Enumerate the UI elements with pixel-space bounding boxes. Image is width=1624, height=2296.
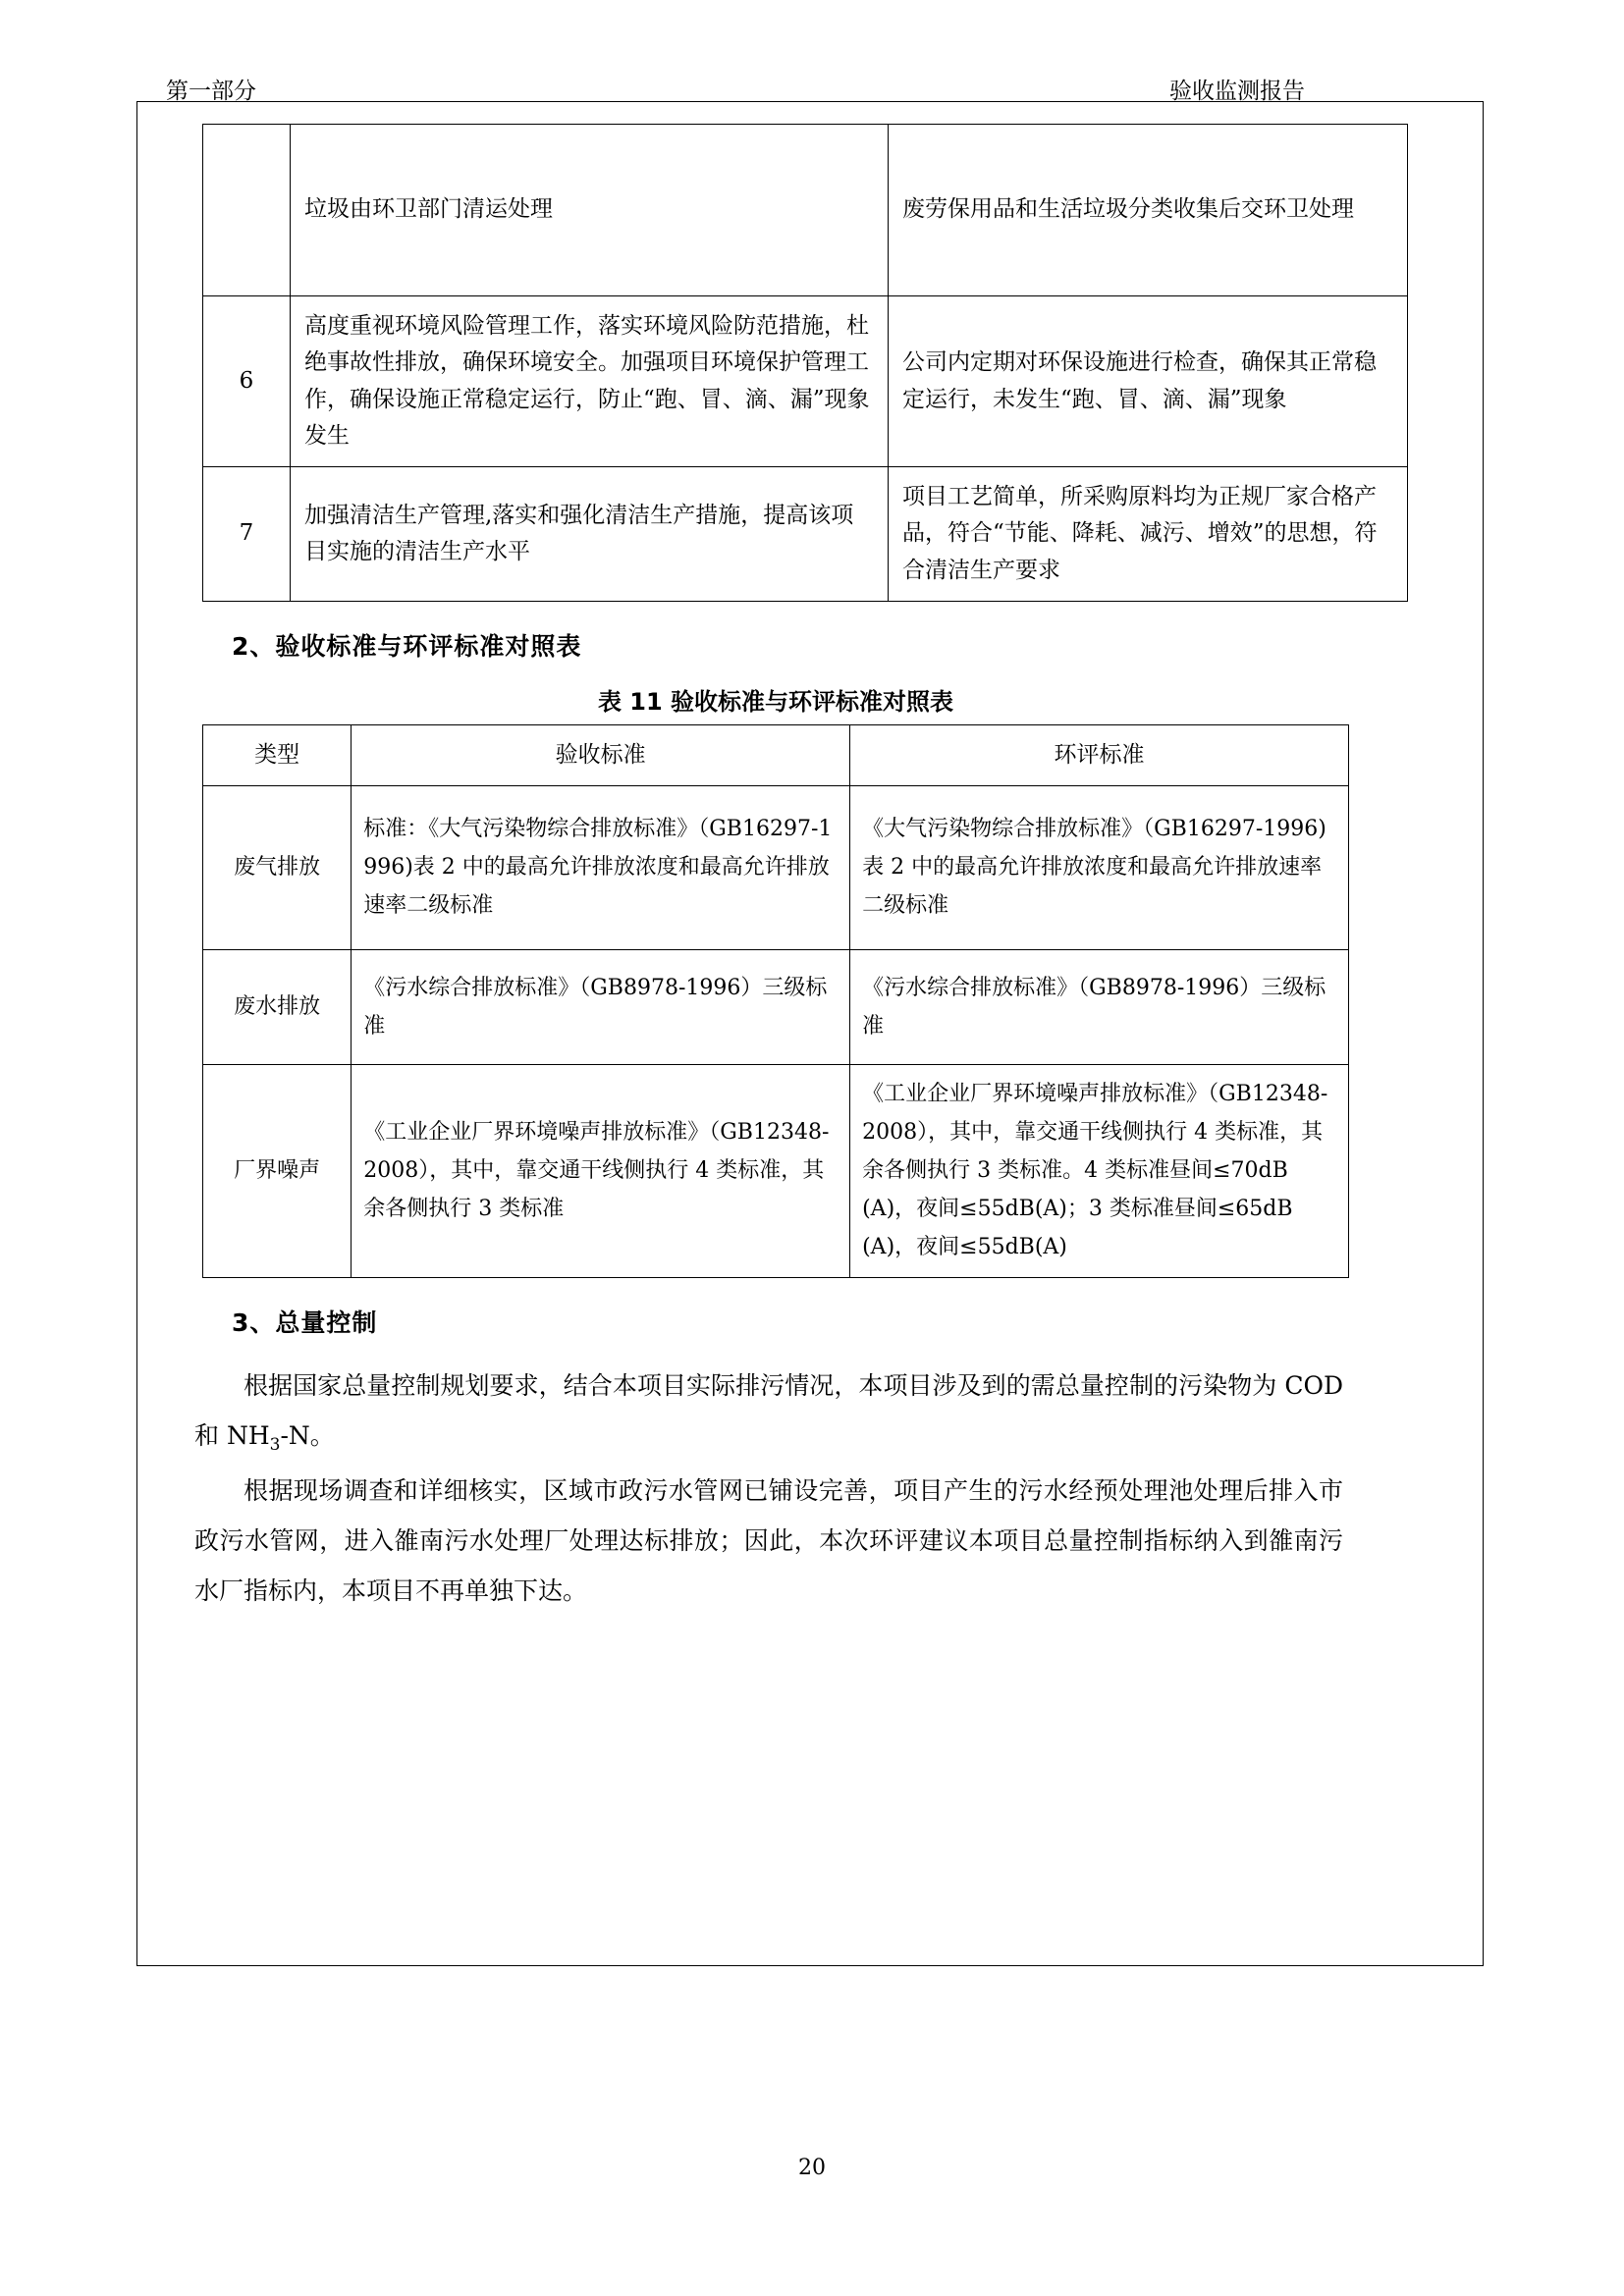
table-row	[203, 467, 1408, 602]
measure-description: 垃圾由环卫部门清运处理	[291, 125, 889, 296]
column-header-eia: 环评标准	[850, 724, 1349, 785]
measure-row-number: 7	[203, 467, 291, 602]
acceptance-standard: 《污水综合排放标准》（GB8978-1996）三级标准	[352, 949, 850, 1064]
acceptance-standard: 《工业企业厂界环境噪声排放标准》（GB12348-2008），其中，靠交通干线侧执行 4 类标准，其余各侧执行 3 类标准	[352, 1064, 850, 1277]
header-report-title: 验收监测报告	[1169, 78, 1305, 104]
standards-comparison-table	[202, 724, 1349, 1278]
page-content	[167, 124, 1378, 1616]
paragraph-1-text-post: -N。	[280, 1420, 335, 1450]
eia-standard: 《污水综合排放标准》（GB8978-1996）三级标准	[850, 949, 1349, 1064]
running-header	[136, 65, 1484, 104]
section-3-heading: 3、总量控制	[232, 1308, 378, 1337]
measures-table	[202, 124, 1408, 602]
table-row	[203, 1064, 1349, 1277]
page-number: 20	[798, 2156, 826, 2180]
section-3-paragraph-2: 根据现场调查和详细核实，区域市政污水管网已铺设完善，项目产生的污水经预处理池处理后排入市政污水管网，进入雒南污水处理厂处理达标排放；因此，本次环评建议本项目总量控制指标纳入到雒南污水厂指标内，本项目不再单独下达。	[194, 1476, 1343, 1606]
table-11-caption: 表 11 验收标准与环评标准对照表	[597, 687, 954, 716]
table-row	[203, 785, 1349, 949]
eia-standard: 《工业企业厂界环境噪声排放标准》（GB12348-2008），其中，靠交通干线侧执行 4 类标准，其余各侧执行 3 类标准。4 类标准昼间≤70dB(A)，夜间≤55dB(A)；3 类标准昼间≤65dB(A)，夜间≤55dB(A)	[850, 1064, 1349, 1277]
measure-status: 公司内定期对环保设施进行检查，确保其正常稳定运行，未发生“跑、冒、滴、漏”现象	[889, 296, 1408, 467]
table-row	[203, 296, 1408, 467]
paragraph-1-text-pre: 根据国家总量控制规划要求，结合本项目实际排污情况，本项目涉及到的需总量控制的污染物为 COD 和 NH	[194, 1370, 1343, 1450]
paragraph-1-subscript: 3	[269, 1434, 281, 1455]
section-2-heading: 2、验收标准与环评标准对照表	[232, 631, 582, 661]
measure-description: 高度重视环境风险管理工作，落实环境风险防范措施，杜绝事故性排放，确保环境安全。加强项目环境保护管理工作，确保设施正常稳定运行，防止“跑、冒、滴、漏”现象发生	[291, 296, 889, 467]
column-header-acceptance: 验收标准	[352, 724, 850, 785]
table-header-row	[203, 724, 1349, 785]
standard-type: 废水排放	[203, 949, 352, 1064]
table-row	[203, 949, 1349, 1064]
standard-type: 废气排放	[203, 785, 352, 949]
column-header-type: 类型	[203, 724, 352, 785]
eia-standard: 《大气污染物综合排放标准》（GB16297-1996)表 2 中的最高允许排放浓度和最高允许排放速率二级标准	[850, 785, 1349, 949]
section-3-paragraph-1	[194, 1361, 1343, 1463]
acceptance-standard: 标准：《大气污染物综合排放标准》（GB16297-1996)表 2 中的最高允许排放浓度和最高允许排放速率二级标准	[352, 785, 850, 949]
standard-type: 厂界噪声	[203, 1064, 352, 1277]
measure-row-number: 6	[203, 296, 291, 467]
header-section-label: 第一部分	[166, 78, 256, 104]
measure-status: 项目工艺简单，所采购原料均为正规厂家合格产品，符合“节能、降耗、减污、增效”的思想，符合清洁生产要求	[889, 467, 1408, 602]
measure-description: 加强清洁生产管理,落实和强化清洁生产措施，提高该项目实施的清洁生产水平	[291, 467, 889, 602]
measure-status: 废劳保用品和生活垃圾分类收集后交环卫处理	[889, 125, 1408, 296]
table-row	[203, 125, 1408, 296]
measure-row-number	[203, 125, 291, 296]
